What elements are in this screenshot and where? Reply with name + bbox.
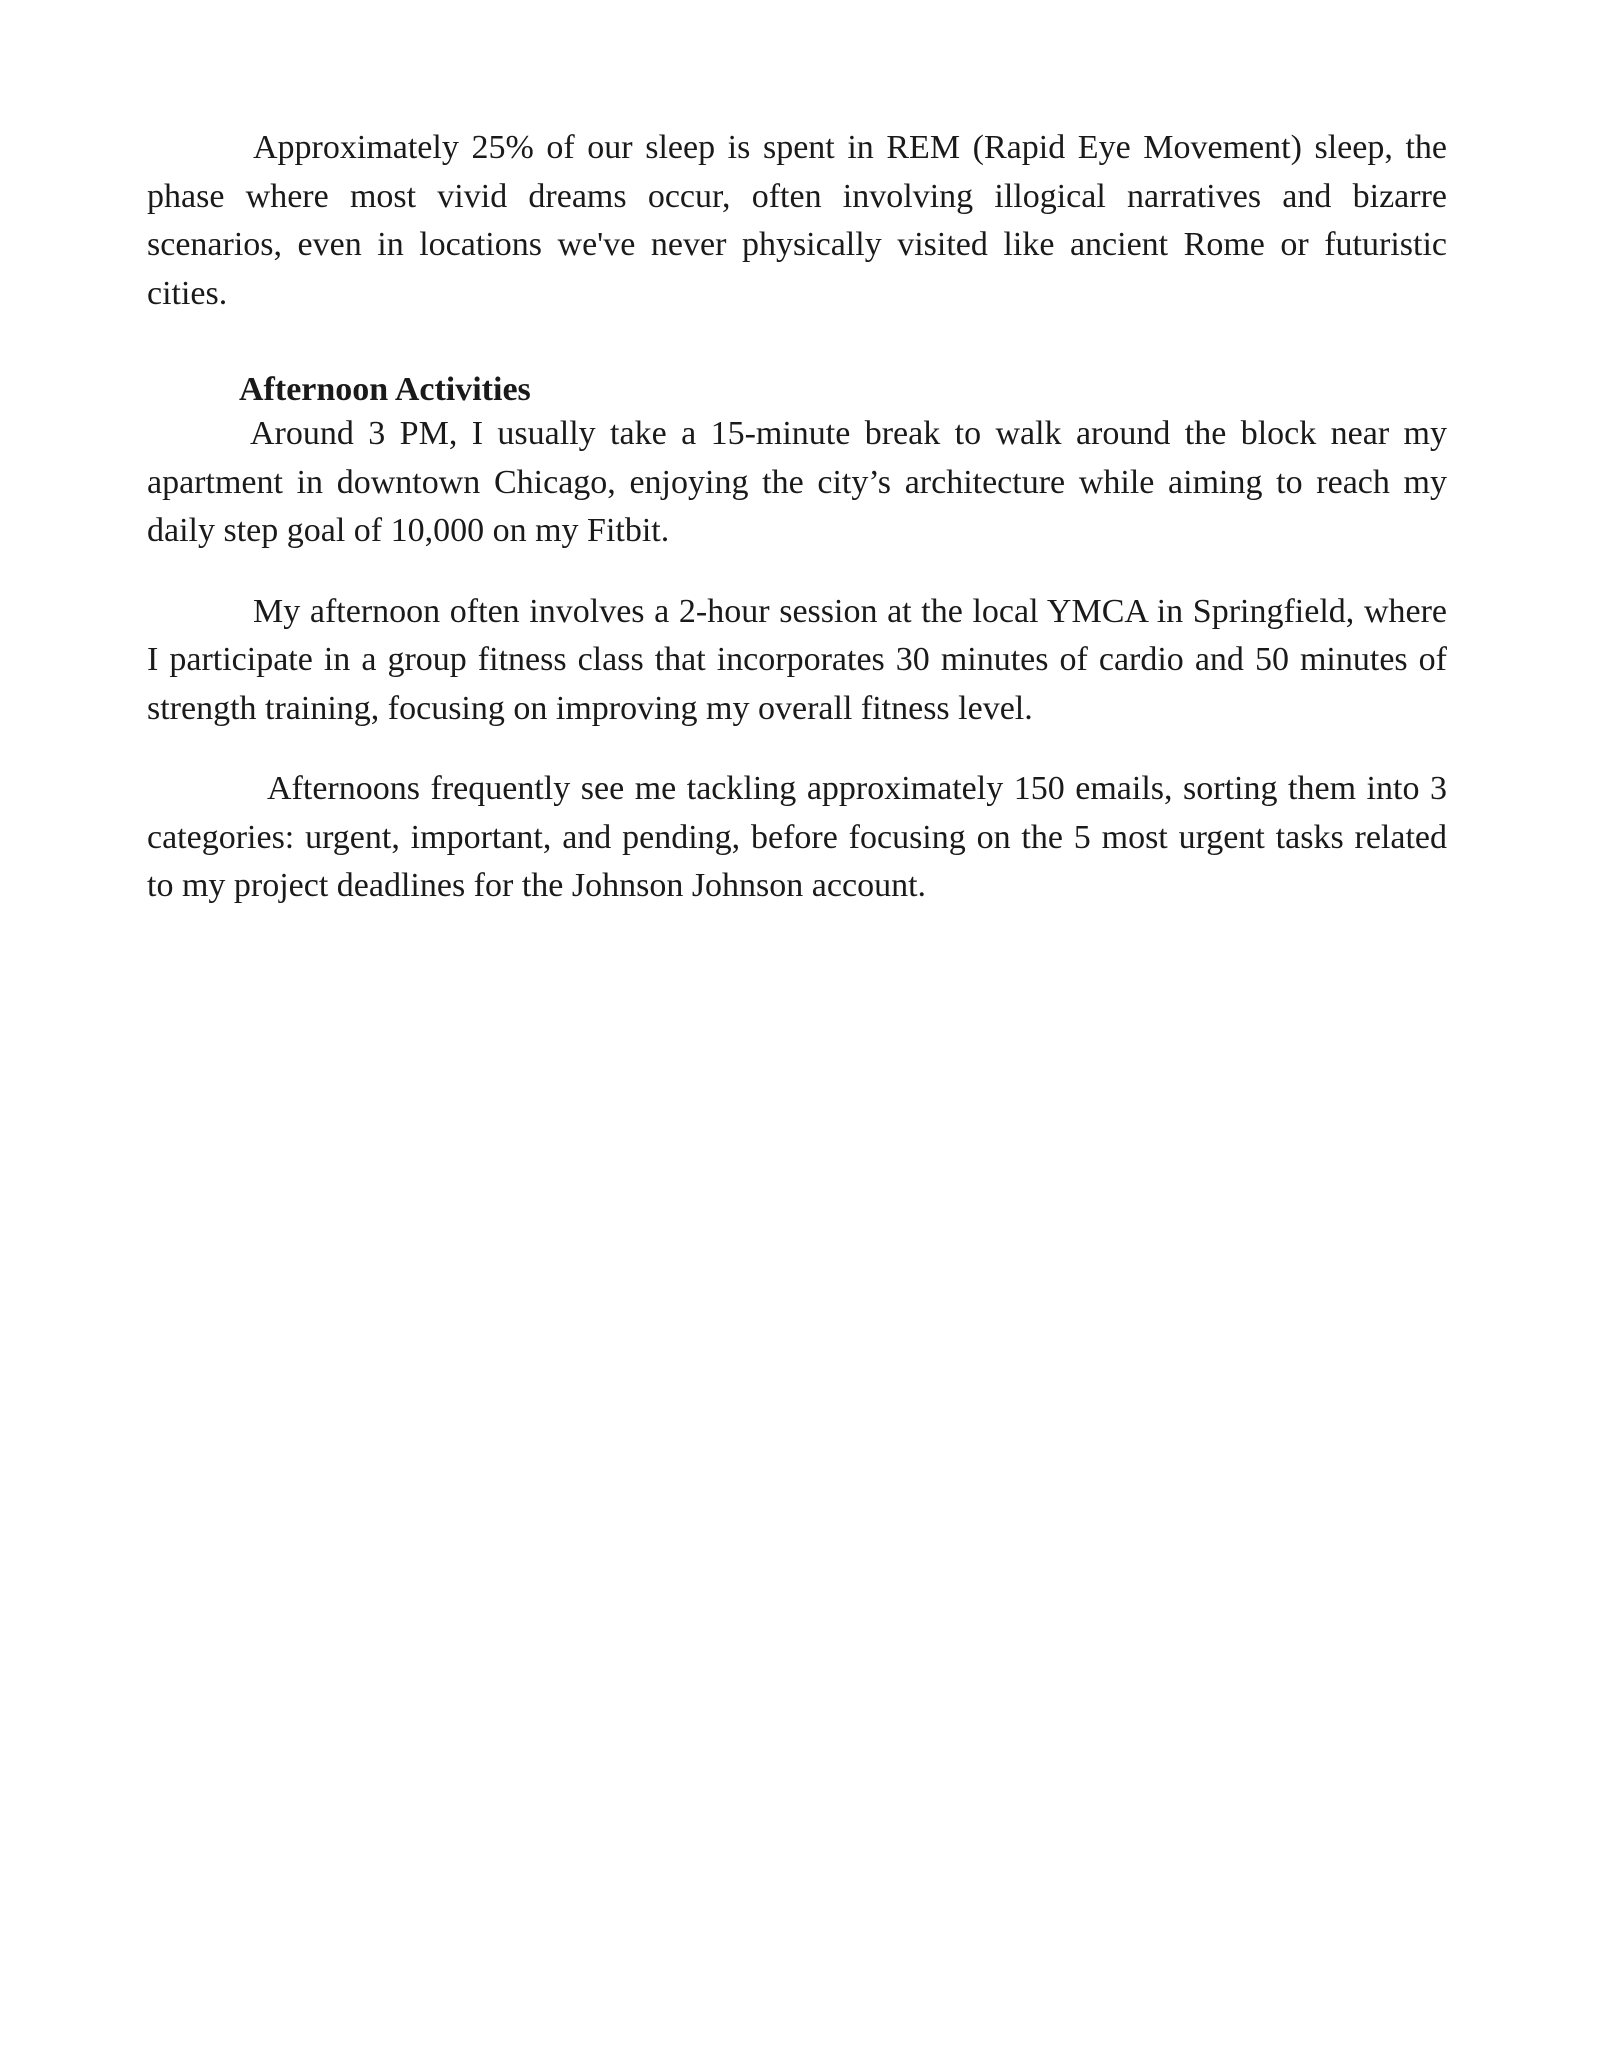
- paragraph-rem-sleep: Approximately 25% of our sleep is spent in REM (Rapid Eye Movement) sleep, the phase where most vivid dreams occur, often involving illogical narratives and bizarre scenarios, even in locations we've never physically visited like ancient Rome or futuristic cities.: [147, 129, 1447, 312]
- paragraph-ymca-session: My afternoon often involves a 2-hour session at the local YMCA in Springfield, where I participate in a group fitness class that incorporates 30 minutes of cardio and 50 minutes of strength training, focusing on improving my overall fitness level.: [147, 592, 1447, 727]
- section-heading: Afternoon Activities: [239, 371, 531, 408]
- paragraph-afternoon-walk: Around 3 PM, I usually take a 15-minute break to walk around the block near my apartment in downtown Chicago, enjoying the city’s architecture while aiming to reach my daily step goal of 10,000 on my Fitbit.: [147, 415, 1447, 549]
- paragraph-emails: Afternoons frequently see me tackling approximately 150 emails, sorting them into 3 categories: urgent, important, and pending, before focusing on the 5 most urgent tasks related to my project deadlines for the Johnson Johnson account.: [147, 770, 1447, 904]
- document-body: [147, 124, 1447, 911]
